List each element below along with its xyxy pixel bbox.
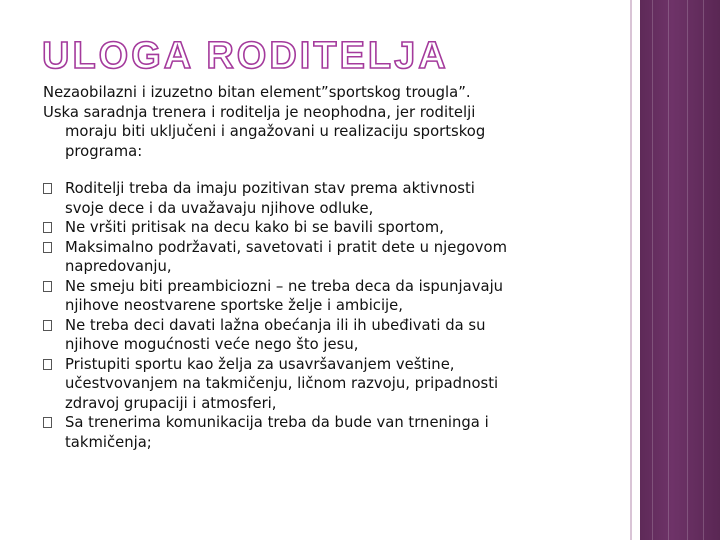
bullet-line: Pristupiti sportu kao želja za usavršavanjem veštine, — [65, 355, 455, 373]
bullet-line: njihove mogućnosti veće nego što jesu, — [65, 336, 359, 353]
bullet-line: napredovanju, — [65, 258, 172, 275]
intro-line: Nezaobilazni i izuzetno bitan element”sportskog trougla”. — [43, 84, 471, 101]
bullet-item — [43, 413, 603, 452]
bullet-line: Ne smeju biti preambiciozni – ne treba deca da ispunjavaju — [65, 277, 504, 295]
intro-line: Uska saradnja trenera i roditelja je neophodna, jer roditelji — [43, 103, 476, 121]
bullet-item — [43, 277, 603, 316]
bullet-line: svoje dece i da uvažavaju njihove odluke, — [65, 199, 374, 217]
intro-paragraph — [43, 83, 603, 161]
side-divider — [630, 0, 632, 540]
bullet-box-icon — [43, 242, 52, 253]
bullet-item — [43, 218, 603, 238]
bullet-line: Ne treba deci davati lažna obećanja ili ih ubeđivati da su — [65, 316, 486, 334]
bullet-box-icon — [43, 417, 52, 428]
intro-line: programa: — [65, 142, 143, 160]
bullet-item — [43, 238, 603, 277]
bullet-line: Sa trenerima komunikacija treba da bude van trneninga i — [65, 414, 489, 431]
bullet-list — [43, 179, 603, 452]
intro-line: moraju biti uključeni i angažovani u realizaciju sportskog — [65, 123, 486, 140]
bullet-box-icon — [43, 320, 52, 331]
bullet-line: takmičenja; — [65, 433, 152, 451]
bullet-item — [43, 179, 603, 218]
slide-body — [43, 83, 603, 452]
slide-title: ULOGA RODITELJA — [42, 35, 449, 77]
bullet-line: zdravoj grupaciji i atmosferi, — [65, 394, 277, 412]
bullet-line: Ne vršiti pritisak na decu kako bi se bavili sportom, — [65, 219, 444, 236]
bullet-item — [43, 355, 603, 414]
bullet-box-icon — [43, 222, 52, 233]
bullet-line: Maksimalno podržavati, savetovati i pratit dete u njegovom — [65, 238, 508, 256]
bullet-box-icon — [43, 281, 52, 292]
bullet-line: učestvovanjem na takmičenju, ličnom razvoju, pripadnosti — [65, 375, 499, 392]
decorative-side-band — [640, 0, 720, 540]
bullet-box-icon — [43, 359, 52, 370]
bullet-box-icon — [43, 183, 52, 194]
bullet-line: Roditelji treba da imaju pozitivan stav prema aktivnosti — [65, 180, 475, 197]
bullet-line: njihove neostvarene sportske želje i ambicije, — [65, 297, 403, 314]
bullet-item — [43, 316, 603, 355]
